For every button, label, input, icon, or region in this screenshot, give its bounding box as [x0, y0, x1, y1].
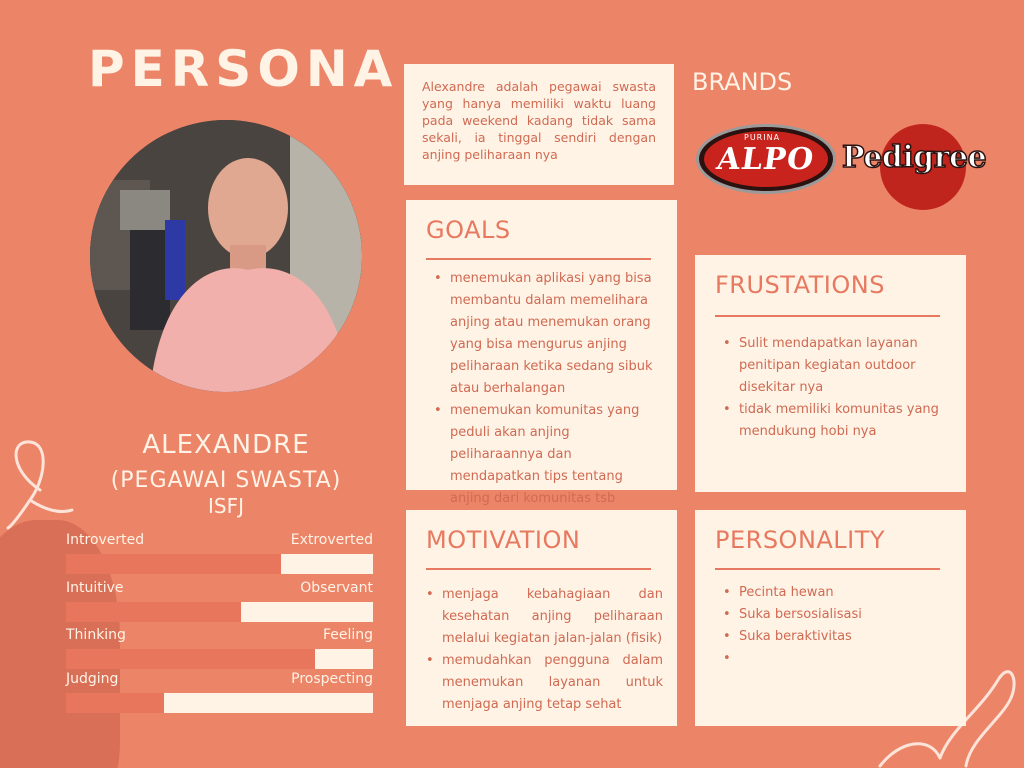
frustrations-divider — [715, 315, 940, 317]
motivation-title: MOTIVATION — [426, 526, 581, 554]
trait-bar — [66, 554, 373, 574]
trait-labels — [66, 671, 373, 687]
list-item: • Suka beraktivitas — [721, 626, 954, 648]
trait-left-label: Judging — [66, 671, 119, 687]
trait-row — [66, 671, 373, 713]
trait-bar-fill — [66, 602, 241, 622]
alpo-logo-purina: PURINA — [744, 133, 781, 142]
personality-title: PERSONALITY — [715, 526, 886, 554]
list-item: • menjaga kebahagiaan dan kesehatan anjing peliharaan melalui kegiatan jalan-jalan (fisik) — [424, 584, 663, 650]
personality-divider — [715, 568, 940, 570]
persona-name: ALEXANDRE — [142, 430, 310, 460]
list-item: • Suka bersosialisasi — [721, 604, 954, 626]
trait-left-label: Thinking — [66, 627, 126, 643]
goals-list — [432, 268, 665, 510]
trait-bar-fill — [66, 693, 164, 713]
frustrations-list — [721, 333, 954, 443]
trait-labels — [66, 532, 373, 548]
trait-row — [66, 532, 373, 574]
trait-bar — [66, 693, 373, 713]
trait-right-label: Observant — [300, 580, 373, 596]
list-item: • menemukan aplikasi yang bisa membantu dalam memelihara anjing atau menemukan orang yang bisa mengurus anjing peliharaan ketika sedang sibuk atau berhalangan — [432, 268, 665, 400]
trait-row — [66, 580, 373, 622]
alpo-logo-text: ALPO — [715, 141, 817, 177]
list-item: • menemukan komunitas yang peduli akan anjing peliharaannya dan mendapatkan tips tentang anjing dari komunitas tsb — [432, 400, 665, 510]
persona-type: ISFJ — [208, 494, 244, 518]
alpo-logo — [696, 124, 836, 194]
brands-title: BRANDS — [692, 68, 793, 96]
persona-role: (PEGAWAI SWASTA) — [110, 468, 342, 493]
motivation-divider — [426, 568, 651, 570]
trait-bar — [66, 602, 373, 622]
ribbon-doodle-icon — [0, 430, 80, 530]
trait-left-label: Intuitive — [66, 580, 124, 596]
list-item: • memudahkan pengguna dalam menemukan layanan untuk menjaga anjing tetap sehat — [424, 650, 663, 716]
goals-title: GOALS — [426, 216, 511, 244]
pedigree-logo: Pedigree — [842, 140, 987, 175]
trait-labels — [66, 580, 373, 596]
personality-card — [695, 510, 966, 726]
trait-left-label: Introverted — [66, 532, 145, 548]
goals-divider — [426, 258, 651, 260]
list-item: • Pecinta hewan — [721, 582, 954, 604]
frustrations-title: FRUSTATIONS — [715, 271, 885, 299]
trait-right-label: Extroverted — [290, 532, 373, 548]
avatar — [90, 120, 362, 392]
motivation-list — [424, 584, 663, 716]
goals-card — [406, 200, 677, 506]
trait-bar-fill — [66, 554, 281, 574]
list-item: • Sulit mendapatkan layanan penitipan kegiatan outdoor disekitar nya — [721, 333, 954, 399]
motivation-card — [406, 510, 677, 726]
persona-description: Alexandre adalah pegawai swasta yang hanya memiliki waktu luang pada weekend kadang tidak sama sekali, ia tinggal sendiri dengan anjing peliharaan nya — [404, 64, 674, 185]
page-title: PERSONA — [88, 40, 399, 98]
trait-right-label: Feeling — [322, 627, 373, 643]
person-photo-icon — [90, 120, 362, 392]
trait-labels — [66, 627, 373, 643]
list-item: • tidak memiliki komunitas yang mendukung hobi nya — [721, 399, 954, 443]
trait-bar-fill — [66, 649, 315, 669]
personality-list — [721, 582, 954, 648]
trait-right-label: Prospecting — [291, 671, 373, 687]
trait-bar — [66, 649, 373, 669]
trait-row — [66, 627, 373, 669]
frustrations-card — [695, 255, 966, 492]
